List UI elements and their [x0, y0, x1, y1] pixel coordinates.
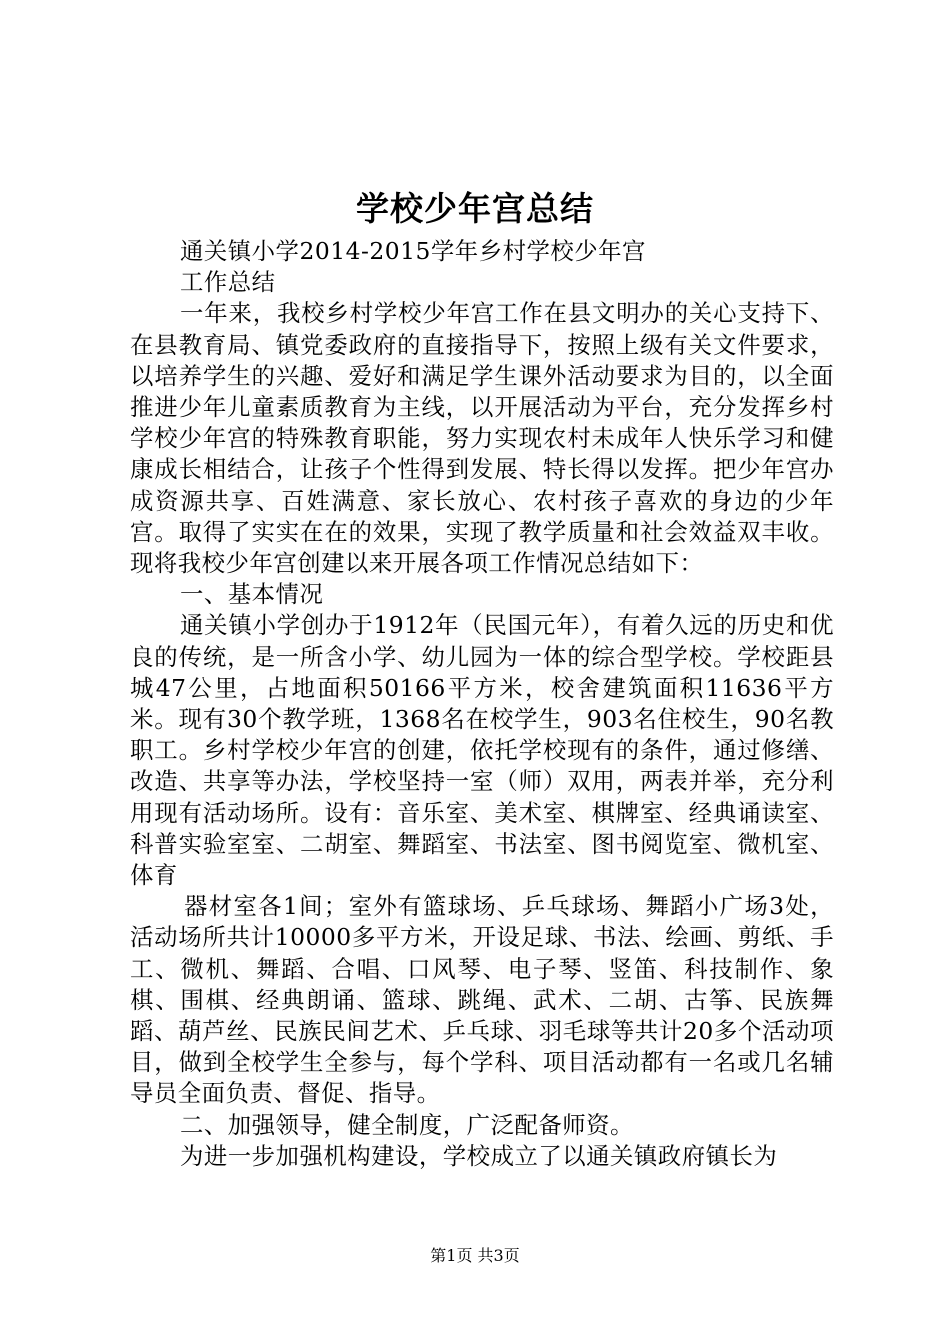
- paragraph-facilities: 器材室各1间；室外有篮球场、乒乓球场、舞蹈小广场3处，活动场所共计10000多平方米，开设足球、书法、绘画、剪纸、手工、微机、舞蹈、合唱、口风琴、电子琴、竖笛、科技制作、象棋、围棋、经典朗诵、篮球、跳绳、武术、二胡、古筝、民族舞蹈、葫芦丝、民族民间艺术、乒乓球、羽毛球等共计20多个活动项目，做到全校学生全参与，每个学科、项目活动都有一名或几名辅导员全面负责、督促、指导。: [130, 892, 834, 1108]
- page-footer: 第1页 共3页: [430, 1246, 520, 1265]
- section-heading-basic: 一、基本情况: [180, 580, 324, 609]
- paragraph-leadership: 为进一步加强机构建设，学校成立了以通关镇政府镇长为: [180, 1141, 778, 1170]
- section-heading-leadership: 二、加强领导，健全制度，广泛配备师资。: [180, 1110, 634, 1139]
- subtitle-line-1: 通关镇小学2014-2015学年乡村学校少年宫: [180, 237, 646, 265]
- document-body: [130, 236, 834, 1172]
- subtitle-line-2: 工作总结: [180, 268, 276, 297]
- paragraph-basic-info: 通关镇小学创办于1912年（民国元年），有着久远的历史和优良的传统，是一所含小学、幼儿园为一体的综合型学校。学校距县城47公里，占地面积50166平方米，校舍建筑面积11636平方米。现有30个教学班，1368名在校学生，903名住校生，90名教职工。乡村学校少年宫的创建，依托学校现有的条件，通过修缮、改造、共享等办法，学校坚持一室（师）双用，两表并举，充分利用现有活动场所。设有：音乐室、美术室、棋牌室、经典诵读室、科普实验室室、二胡室、舞蹈室、书法室、图书阅览室、微机室、体育: [130, 611, 834, 890]
- document-title: 学校少年宫总结: [356, 189, 594, 228]
- paragraph-intro: 一年来，我校乡村学校少年宫工作在县文明办的关心支持下、在县教育局、镇党委政府的直接指导下，按照上级有关文件要求，以培养学生的兴趣、爱好和满足学生课外活动要求为目的，以全面推进少年儿童素质教育为主线，以开展活动为平台，充分发挥乡村学校少年宫的特殊教育职能，努力实现农村未成年人快乐学习和健康成长相结合，让孩子个性得到发展、特长得以发挥。把少年宫办成资源共享、百姓满意、家长放心、农村孩子喜欢的身边的少年宫。取得了实实在在的效果，实现了教学质量和社会效益双丰收。现将我校少年宫创建以来开展各项工作情况总结如下：: [130, 299, 834, 578]
